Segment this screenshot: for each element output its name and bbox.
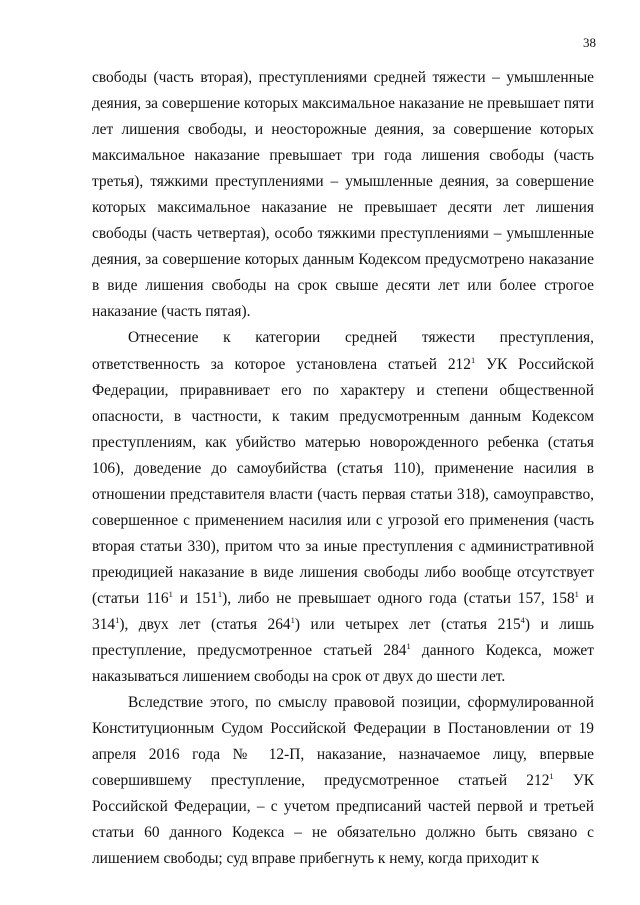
text-segment: ), двух лет (статья 264 [119, 615, 291, 633]
superscript: 1 [115, 614, 120, 625]
text-segment: ) и лишь преступление, предусмотренное статьей 284 [92, 615, 595, 660]
text-segment: Вследствие этого, по смыслу правовой позиции, сформулированной Конституционным Судом Российской Федерации в Постановлении от 19 апреля 2016 года № 12-П, наказание, назначаемое лицу, впервые совершившему преступление, предусмотренное статьей 212 [92, 694, 594, 790]
paragraph [92, 690, 594, 872]
superscript: 1 [290, 614, 295, 625]
superscript: 1 [168, 588, 173, 599]
text-segment: свободы (часть вторая), преступлениями средней тяжести – умышленные деяния, за совершение которых максимальное наказание не превышает пяти лет лишения свободы, и неосторожные деяния, за совершение которых максимальное наказание превышает три года лишения свободы (часть третья), тяжкими преступлениями – умышленные деяния, за совершение которых максимальное наказание не превышает десяти лет лишения свободы (часть четвертая), особо тяжкими преступлениями – умышленные деяния, за совершение которых данным Кодексом предусмотрено наказание в виде лишения свободы на срок свыше десяти лет или более строгое наказание (часть пятая). [92, 69, 594, 321]
document-body [92, 65, 594, 872]
text-segment: и 314 [92, 589, 594, 633]
text-segment: УК Российской Федерации, – с учетом предписаний частей первой и третьей статьи 60 данного Кодекса – не обязательно должно быть связано с лишением свободы; суд вправе прибегнуть к нему, когда приходит к [92, 772, 594, 868]
text-segment: Отнесение к категории средней тяжести преступления, ответственность за которое установлена статьей 212 [92, 329, 594, 373]
paragraph [92, 65, 594, 325]
text-segment: ) или четырех лет (статья 215 [294, 615, 521, 633]
page-number: 38 [583, 35, 596, 50]
text-segment: ), либо не превышает одного года (статьи 157, 158 [222, 589, 575, 607]
text-segment: УК Российской Федерации, приравнивает его по характеру и степени общественной опасности, в частности, к таким предусмотренным данным Кодексом преступлениям, как убийство матерью новорожденного ребенка (статья 106), доведение до самоубийства (статья 110), применение насилия в отношении представителя власти (часть первая статьи 318), самоуправство, совершенное с применением насилия или с угрозой его применения (часть вторая статьи 330), притом что за иные преступления с административной преюдицией наказание в виде лишения свободы либо вообще отсутствует (статьи 116 [92, 355, 594, 607]
text-segment: и 151 [172, 589, 218, 607]
superscript: 1 [574, 588, 579, 599]
paragraph [92, 325, 594, 690]
superscript: 4 [520, 614, 525, 625]
superscript: 1 [406, 641, 411, 652]
text-segment: данного Кодекса, может наказываться лишением свободы на срок от двух до шести лет. [92, 642, 594, 686]
superscript: 1 [217, 588, 223, 599]
superscript: 1 [470, 354, 476, 365]
superscript: 1 [549, 771, 554, 782]
